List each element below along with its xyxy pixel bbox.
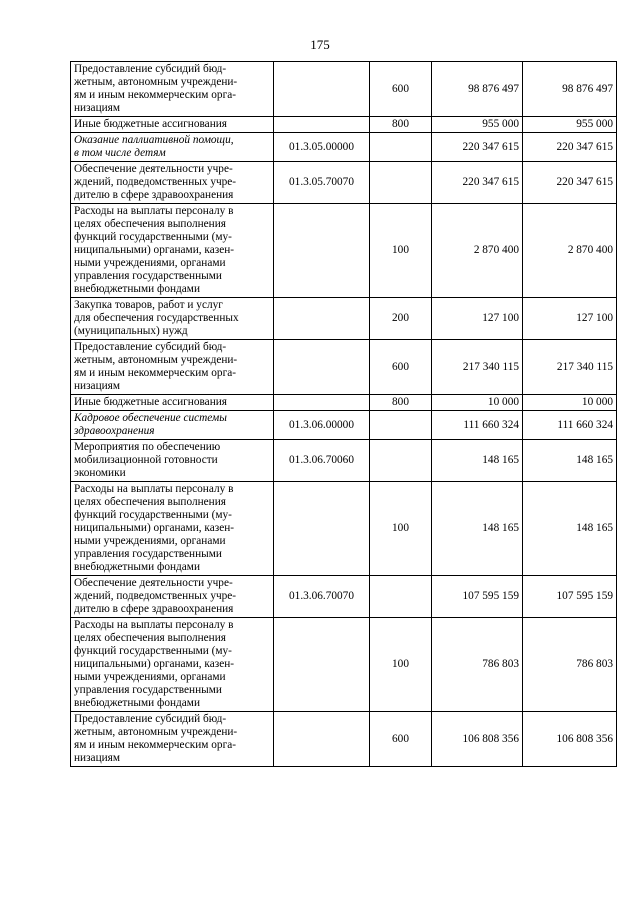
expense-type-cell: 200	[370, 298, 432, 340]
expense-type-cell	[370, 162, 432, 204]
amount-cell-2: 111 660 324	[523, 411, 617, 440]
target-article-code-cell	[274, 618, 370, 712]
amount-cell-1: 786 803	[432, 618, 523, 712]
row-name-cell: Расходы на выплаты персоналу в целях обеспечения выполнения функций государственными (му- ниципальными) органами, казен- ными учреждениями, органами управления государственными внебюджетными фондами	[71, 482, 274, 576]
table-row	[71, 204, 617, 298]
amount-cell-1: 220 347 615	[432, 162, 523, 204]
target-article-code-cell: 01.3.06.70070	[274, 576, 370, 618]
amount-cell-1: 106 808 356	[432, 712, 523, 767]
amount-cell-1: 220 347 615	[432, 133, 523, 162]
amount-cell-2: 106 808 356	[523, 712, 617, 767]
amount-cell-1: 107 595 159	[432, 576, 523, 618]
table-row	[71, 618, 617, 712]
target-article-code-cell: 01.3.05.70070	[274, 162, 370, 204]
expense-type-cell: 100	[370, 204, 432, 298]
amount-cell-1: 217 340 115	[432, 340, 523, 395]
expense-type-cell	[370, 440, 432, 482]
row-name-cell: Предоставление субсидий бюд- жетным, автономным учреждени- ям и иным некоммерческим орга- низациям	[71, 340, 274, 395]
table-row	[71, 340, 617, 395]
row-name-cell: Расходы на выплаты персоналу в целях обеспечения выполнения функций государственными (му- ниципальными) органами, казен- ными учреждениями, органами управления государственными внебюджетными фондами	[71, 204, 274, 298]
amount-cell-2: 107 595 159	[523, 576, 617, 618]
amount-cell-2: 10 000	[523, 395, 617, 411]
target-article-code-cell	[274, 712, 370, 767]
amount-cell-1: 127 100	[432, 298, 523, 340]
row-name-cell: Предоставление субсидий бюд- жетным, автономным учреждени- ям и иным некоммерческим орга- низациям	[71, 62, 274, 117]
target-article-code-cell	[274, 298, 370, 340]
amount-cell-2: 127 100	[523, 298, 617, 340]
table-row	[71, 133, 617, 162]
amount-cell-2: 220 347 615	[523, 133, 617, 162]
amount-cell-1: 148 165	[432, 482, 523, 576]
target-article-code-cell	[274, 340, 370, 395]
target-article-code-cell: 01.3.06.00000	[274, 411, 370, 440]
amount-cell-1: 955 000	[432, 117, 523, 133]
row-name-cell: Обеспечение деятельности учре- ждений, подведомственных учре- дителю в сфере здравоохранения	[71, 162, 274, 204]
expense-type-cell: 800	[370, 395, 432, 411]
table-row	[71, 117, 617, 133]
expense-type-cell	[370, 411, 432, 440]
table-row	[71, 411, 617, 440]
row-name-cell: Расходы на выплаты персоналу в целях обеспечения выполнения функций государственными (му- ниципальными) органами, казен- ными учреждениями, органами управления государственными внебюджетными фондами	[71, 618, 274, 712]
amount-cell-1: 111 660 324	[432, 411, 523, 440]
row-name-cell: Обеспечение деятельности учре- ждений, подведомственных учре- дителю в сфере здравоохранения	[71, 576, 274, 618]
expense-type-cell: 100	[370, 482, 432, 576]
table-row	[71, 482, 617, 576]
expense-type-cell	[370, 133, 432, 162]
amount-cell-2: 220 347 615	[523, 162, 617, 204]
page-number: 175	[310, 37, 330, 52]
amount-cell-2: 148 165	[523, 440, 617, 482]
amount-cell-1: 10 000	[432, 395, 523, 411]
table-row	[71, 440, 617, 482]
target-article-code-cell	[274, 62, 370, 117]
expense-type-cell: 600	[370, 712, 432, 767]
expense-type-cell: 600	[370, 340, 432, 395]
target-article-code-cell: 01.3.06.70060	[274, 440, 370, 482]
budget-table-body	[71, 62, 617, 767]
row-name-cell: Иные бюджетные ассигнования	[71, 117, 274, 133]
amount-cell-1: 148 165	[432, 440, 523, 482]
row-name-cell: Мероприятия по обеспечению мобилизационной готовности экономики	[71, 440, 274, 482]
target-article-code-cell	[274, 204, 370, 298]
target-article-code-cell: 01.3.05.00000	[274, 133, 370, 162]
amount-cell-2: 98 876 497	[523, 62, 617, 117]
table-row	[71, 298, 617, 340]
expense-type-cell	[370, 576, 432, 618]
amount-cell-2: 217 340 115	[523, 340, 617, 395]
expense-type-cell: 100	[370, 618, 432, 712]
row-name-cell: Кадровое обеспечение системы здравоохранения	[71, 411, 274, 440]
target-article-code-cell	[274, 482, 370, 576]
table-row	[71, 395, 617, 411]
table-row	[71, 712, 617, 767]
expense-type-cell: 600	[370, 62, 432, 117]
target-article-code-cell	[274, 117, 370, 133]
row-name-cell: Иные бюджетные ассигнования	[71, 395, 274, 411]
amount-cell-2: 955 000	[523, 117, 617, 133]
amount-cell-1: 2 870 400	[432, 204, 523, 298]
table-row	[71, 576, 617, 618]
amount-cell-2: 148 165	[523, 482, 617, 576]
row-name-cell: Оказание паллиативной помощи, в том числе детям	[71, 133, 274, 162]
expense-type-cell: 800	[370, 117, 432, 133]
table-row	[71, 62, 617, 117]
amount-cell-2: 786 803	[523, 618, 617, 712]
row-name-cell: Предоставление субсидий бюд- жетным, автономным учреждени- ям и иным некоммерческим орга- низациям	[71, 712, 274, 767]
budget-table	[70, 61, 617, 767]
amount-cell-2: 2 870 400	[523, 204, 617, 298]
row-name-cell: Закупка товаров, работ и услуг для обеспечения государственных (муниципальных) нужд	[71, 298, 274, 340]
amount-cell-1: 98 876 497	[432, 62, 523, 117]
target-article-code-cell	[274, 395, 370, 411]
table-row	[71, 162, 617, 204]
